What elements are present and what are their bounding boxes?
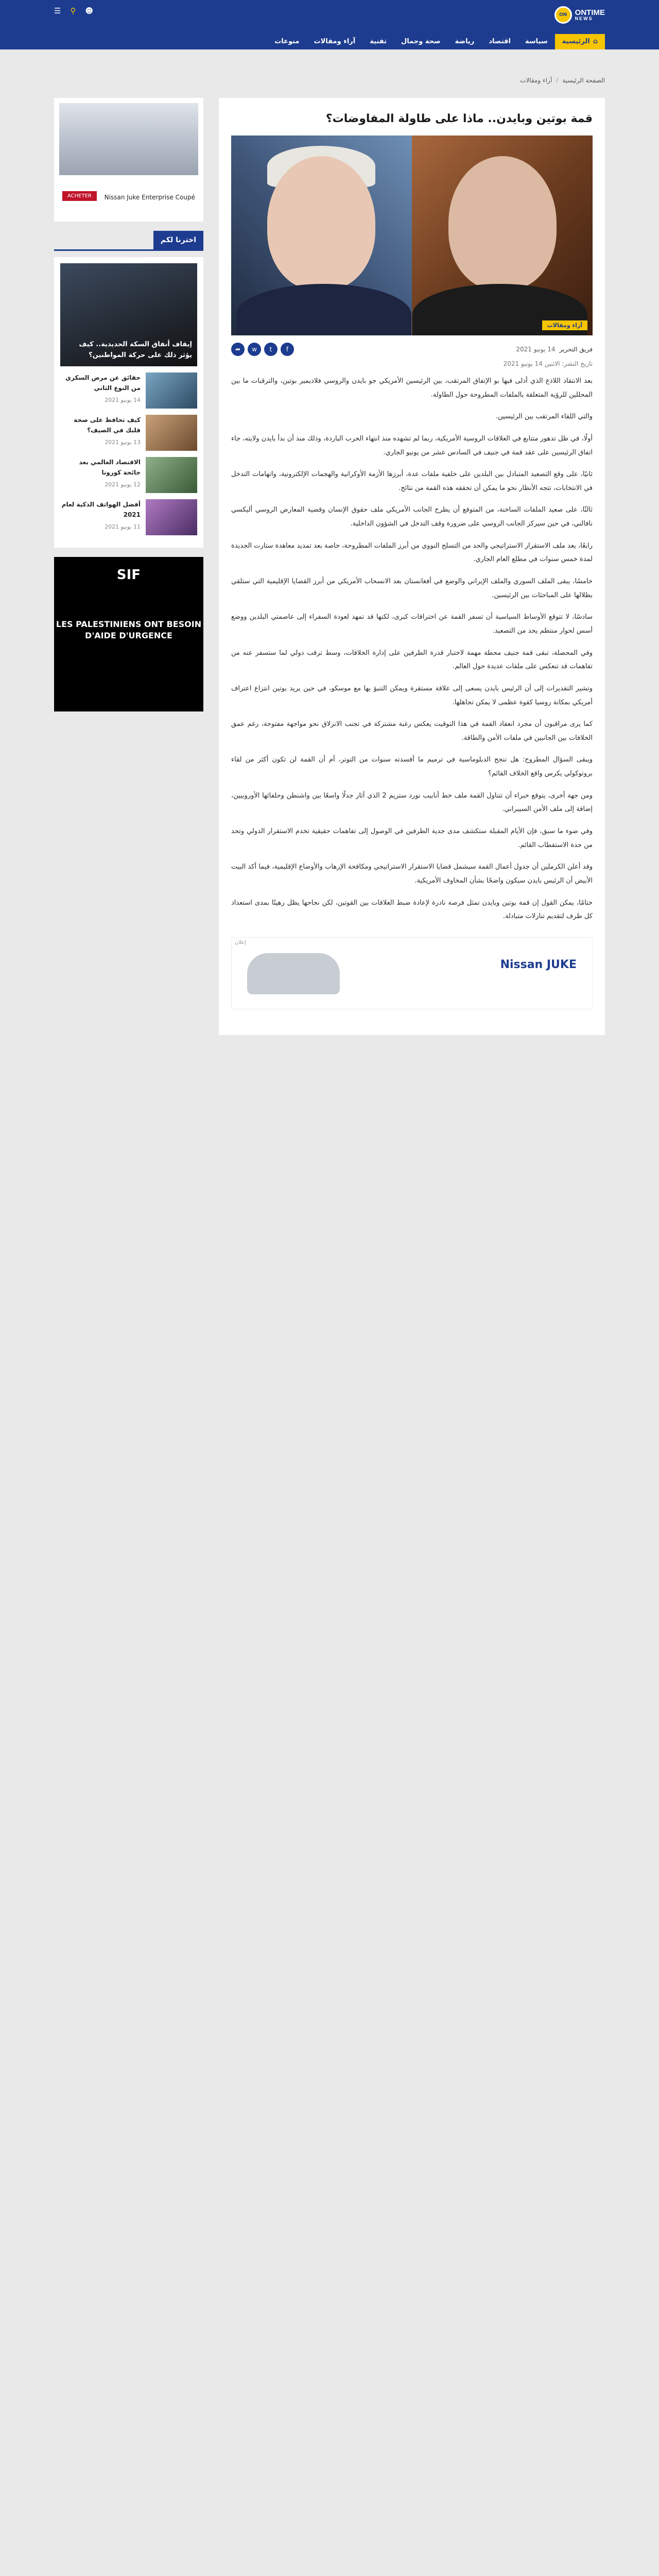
logo-text	[575, 9, 605, 21]
nav-health[interactable]: صحة وجمال	[401, 38, 441, 45]
list-item-date: 14 يونيو 2021	[105, 396, 141, 403]
sidebar-ad-text: Nissan Juke Enterprise Coupé	[104, 194, 195, 201]
logo-main: ONTIME	[575, 8, 605, 17]
logo-emblem: ON	[554, 6, 572, 24]
list-item-date: 11 يونيو 2021	[105, 523, 141, 530]
article-paragraph: وفي ضوء ما سبق، فإن الأيام المقبلة ستكشف مدى جدية الطرفين في الوصول إلى تفاهمات حقيقية تخدم الاستقرار الدولي وتحد من حدة الاستقطاب القائم.	[231, 827, 593, 849]
article-paragraph: والتي اللقاء المرتقب بين الرئيسين.	[495, 413, 593, 421]
list-item[interactable]	[60, 415, 197, 451]
widget-title: اخترنا لكم	[153, 231, 203, 249]
user-icon[interactable]: ☻	[85, 6, 94, 15]
nav-sports[interactable]: رياضة	[455, 38, 475, 45]
list-item-text	[60, 457, 141, 493]
widget-header	[54, 231, 203, 251]
menu-icon[interactable]: ☰	[54, 6, 61, 15]
article-paragraph: كما يرى مراقبون أن مجرد انعقاد القمة في هذا التوقيت يعكس رغبة مشتركة في تجنب الانزلاق نحو مواجهة مفتوحة، رغم عمق الخلافات بين الجانبين في ملفات الأمن والطاقة.	[231, 720, 593, 742]
article-body	[231, 375, 593, 924]
article-paragraph: وفي المحصلة، تبقى قمة جنيف محطة مهمة لاختبار قدرة الطرفين على إدارة الخلافات، وسط ترقب دولي لما ستسفر عنه من تفاهمات قد تنعكس على ملفات عديدة حول العالم.	[231, 649, 593, 671]
list-item[interactable]	[60, 372, 197, 409]
article-paragraph: خامسًا، يبقى الملف السوري والملف الإيراني والوضع في أفغانستان بعد الانسحاب الأمريكي من أبرز القضايا الإقليمية التي ستلقي بظلالها على المباحثات بين الرئيسين.	[231, 578, 593, 599]
sidebar-ad-2-logo: SIF	[116, 567, 141, 583]
article-paragraph: رابعًا، يعد ملف الاستقرار الاستراتيجي والحد من التسلح النووي من أبرز الملفات المطروحة، خاصة بعد تمديد معاهدة ستارت الجديدة لمدة خمس سنوات في مطلع العام الجاري.	[231, 541, 593, 564]
list-item-title: كيف تحافظ على صحة قلبك في الصيف؟	[74, 416, 141, 434]
list-item-date: 12 يونيو 2021	[105, 481, 141, 488]
list-item-thumb	[146, 372, 197, 409]
article-title: قمة بوتين وبايدن.. ماذا على طاولة المفاوضات؟	[325, 112, 593, 125]
list-item-thumb	[146, 457, 197, 493]
article	[219, 98, 605, 1035]
share-buttons	[231, 343, 294, 356]
article-paragraph: ثانيًا، على وقع التصعيد المتبادل بين البلدين على خلفية ملفات عدة، أبرزها الأزمة الأوكرانية والهجمات الإلكترونية، واتهامات التدخل في الانتخابات، تتجه الأنظار نحو ما يمكن أن تحققه هذه القمة من نتائج.	[231, 470, 593, 492]
date-line: تاريخ النشر: الاثنين 14 يونيو 2021	[503, 360, 593, 367]
nav-opinions[interactable]: آراء ومقالات	[314, 38, 356, 45]
author-info	[516, 346, 593, 353]
hero-portrait-right	[448, 156, 557, 290]
breadcrumb-home[interactable]: الصفحة الرئيسية	[562, 77, 605, 84]
sidebar-ad-2-text: LES PALESTINIENS ONT BESOIN D'AIDE D'URGENCE	[56, 619, 202, 641]
inline-ad[interactable]	[231, 937, 593, 1009]
list-item-title: أفضل الهواتف الذكية لعام 2021	[61, 501, 141, 519]
article-paragraph: أولًا، في ظل تدهور متتابع في العلاقات الروسية الأمريكية، ربما لم تشهده منذ انتهاء الحرب الباردة، وذلك منذ أن بدأ بايدن ولايته، جاء اتفاق الرئيسين على عقد قمة في جنيف في السادس عشر من يونيو الجاري.	[231, 434, 593, 456]
article-paragraph: ختامًا، يمكن القول إن قمة بوتين وبايدن تمثل فرصة نادرة لإعادة ضبط العلاقات بين القوتين، لكن نجاحها يظل رهينًا بمدى استعداد كل طرف لتقديم تنازلات متبادلة.	[231, 899, 593, 921]
nav-economy[interactable]: اقتصاد	[489, 38, 511, 45]
article-paragraph: ويبقى السؤال المطروح: هل تنجح الدبلوماسية في ترميم ما أفسدته سنوات من التوتر، أم أن القمة لن تكون أكثر من لقاء بروتوكولي يكرس واقع الخلاف القائم؟	[231, 756, 593, 778]
content-container	[54, 98, 605, 1035]
share-icon[interactable]: ➦	[231, 343, 245, 356]
author-name[interactable]: فريق التحرير	[559, 346, 593, 353]
feature-card[interactable]	[60, 263, 197, 366]
list-item-date: 13 يونيو 2021	[105, 438, 141, 446]
article-meta	[231, 343, 593, 356]
list-item-text	[60, 415, 141, 451]
picks-widget	[54, 257, 203, 548]
article-hero-image	[231, 135, 593, 335]
article-paragraph: ومن جهة أخرى، يتوقع خبراء أن تتناول القمة ملف خط أنابيب نورد ستريم 2 الذي أثار جدلًا واسعًا بين واشنطن وحلفائها الأوروبيين، إضافة إلى ملف الأمن السيبراني.	[231, 791, 593, 814]
nav-tech[interactable]: تقنية	[370, 38, 387, 45]
sidebar-ad-2[interactable]	[54, 557, 203, 711]
list-item[interactable]	[60, 499, 197, 535]
sidebar	[54, 98, 203, 711]
sidebar-ad[interactable]	[54, 98, 203, 222]
breadcrumb	[54, 70, 605, 91]
breadcrumb-section[interactable]: آراء ومقالات	[520, 77, 552, 84]
sidebar-ad-button[interactable]: ACHETER	[62, 191, 97, 201]
site-header	[0, 0, 659, 49]
header-icons	[54, 6, 93, 15]
feature-caption: إيقاف أنفاق السكة الحديدية.. كيف يؤثر ذلك على حركة المواطنين؟	[79, 341, 192, 360]
logo-sub: NEWS	[575, 16, 593, 21]
whatsapp-icon[interactable]: w	[248, 343, 261, 356]
article-paragraph: سادسًا، لا تتوقع الأوساط السياسية أن تسفر القمة عن اختراقات كبرى، لكنها قد تمهد لعودة السفراء إلى عاصمتي البلدين ووضع أسس لحوار منتظم يحد من التصعيد.	[231, 613, 593, 635]
ad-brand: Nissan JUKE	[500, 958, 577, 971]
hero-portrait-left	[267, 156, 375, 290]
home-icon: ⌂	[593, 38, 598, 45]
facebook-icon[interactable]: f	[281, 343, 294, 356]
sidebar-ad-image	[59, 103, 198, 175]
publish-date: 14 يونيو 2021	[516, 346, 556, 353]
list-item-text	[60, 372, 141, 409]
nav-home[interactable]: ⌂ الرئيسية	[555, 34, 605, 49]
article-paragraph: ثالثًا، على صعيد الملفات الساخنة، من المتوقع أن يطرح الجانب الأمريكي ملف حقوق الإنسان وقضية المعارض الروسي أليكسي نافالني، في حين سيركز الجانب الروسي على ضرورة وقف التدخل في الشؤون الداخلية.	[231, 506, 593, 528]
twitter-icon[interactable]: t	[264, 343, 278, 356]
ad-car-image	[247, 953, 340, 994]
nav-politics[interactable]: سياسة	[525, 38, 548, 45]
list-item-title: الاقتصاد العالمي بعد جائحة كورونا	[79, 459, 141, 477]
ad-label: إعلان	[235, 939, 247, 945]
search-icon[interactable]: ⚲	[70, 6, 76, 15]
hero-category-tag[interactable]: آراء ومقالات	[542, 320, 587, 330]
main-nav	[54, 34, 605, 49]
list-item-thumb	[146, 415, 197, 451]
nav-misc[interactable]: منوعات	[274, 38, 300, 45]
article-paragraph: بعد الانتقاد اللاذع الذي أدلى فيها بو الإتفاق المرتقب، بين الرئيسين الأمريكي جو بايدن والروسي فلاديمير بوتين، والترقبات ما بين المحللين للرؤية المتعلقة بالملفات المطروحة حول الطاولة.	[231, 377, 593, 399]
breadcrumb-separator: /	[556, 77, 559, 84]
list-item-title: حقائق عن مرض السكري من النوع الثاني	[65, 374, 141, 392]
list-item-thumb	[146, 499, 197, 535]
article-paragraph: وتشير التقديرات إلى أن الرئيس بايدن يسعى إلى علاقة مستقرة ويمكن التنبؤ بها مع موسكو، في حين يريد بوتين انتزاع اعتراف أمريكي بمكانة روسيا كقوة عظمى لا يمكن تجاهلها.	[231, 684, 593, 706]
site-logo[interactable]	[554, 6, 605, 24]
list-item[interactable]	[60, 457, 197, 493]
article-paragraph: وقد أعلن الكرملين أن جدول أعمال القمة سيشمل قضايا الاستقرار الاستراتيجي ومكافحة الإرهاب والأوضاع الإقليمية، فيما أكد البيت الأبيض أن الرئيس بايدن سيكون واضحًا بشأن المخاوف الأمريكية.	[231, 863, 593, 885]
list-item-text	[60, 499, 141, 535]
